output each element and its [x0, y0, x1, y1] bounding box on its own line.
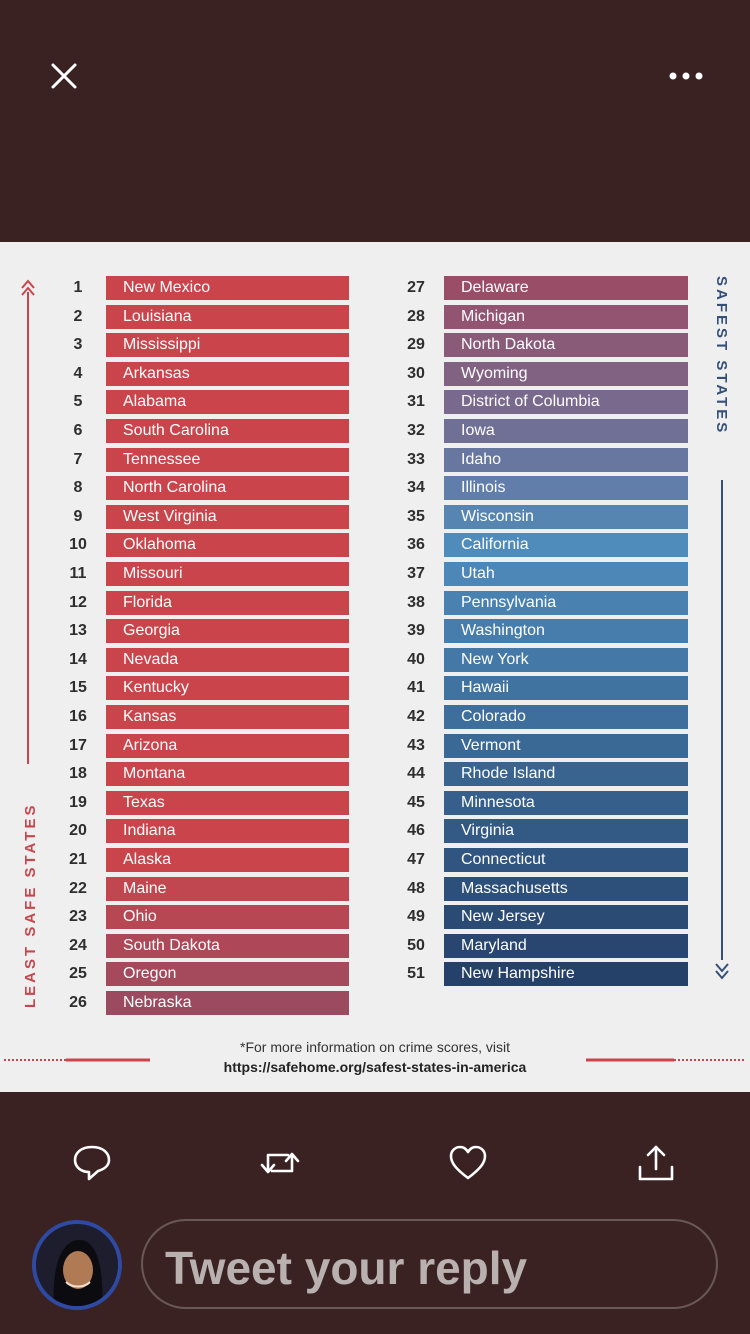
- safest-state-bar: Wisconsin: [444, 505, 688, 529]
- least-safe-state-bar: Missouri: [106, 562, 349, 586]
- retweet-icon: [252, 1135, 308, 1191]
- least-safe-state-bar: Florida: [106, 591, 349, 615]
- least-safe-rank-number: 11: [69, 565, 87, 582]
- safest-state-bar: New Hampshire: [444, 962, 688, 986]
- reply-placeholder: Tweet your reply: [165, 1242, 528, 1294]
- safest-rank-number: 45: [407, 793, 425, 811]
- safest-rank-number: 51: [407, 965, 425, 983]
- safest-state-bar: North Dakota: [444, 333, 688, 357]
- bottom-rule-right: [584, 1056, 750, 1064]
- safest-state-bar: Hawaii: [444, 676, 688, 700]
- safest-rank-number: 48: [407, 879, 425, 897]
- safest-rank-number: 46: [407, 822, 425, 840]
- least-safe-state-bar: Arizona: [106, 734, 349, 758]
- safest-state-bar: Pennsylvania: [444, 591, 688, 615]
- least-safe-state-bar: Kansas: [106, 705, 349, 729]
- safest-rank-number: 37: [407, 565, 425, 582]
- least-safe-state-bar: North Carolina: [106, 476, 349, 500]
- heart-icon: [440, 1135, 496, 1191]
- safest-state-bar: District of Columbia: [444, 390, 688, 414]
- safest-rank-number: 30: [407, 364, 425, 382]
- safest-state-bar: Vermont: [444, 734, 688, 758]
- share-button[interactable]: [628, 1135, 684, 1191]
- like-button[interactable]: [440, 1135, 496, 1191]
- least-safe-state-bar: Oklahoma: [106, 533, 349, 557]
- safest-state-bar: Connecticut: [444, 848, 688, 872]
- least-safe-rank-number: 24: [69, 936, 87, 954]
- safest-state-bar: Idaho: [444, 448, 688, 472]
- least-safe-state-bar: West Virginia: [106, 505, 349, 529]
- safest-state-bar: Rhode Island: [444, 762, 688, 786]
- least-safe-rank-number: 26: [69, 994, 87, 1011]
- tweet-actions-bar: [0, 1135, 750, 1191]
- least-safe-state-bar: New Mexico: [106, 276, 349, 300]
- least-safe-state-bar: Georgia: [106, 619, 349, 643]
- safest-state-bar: Minnesota: [444, 791, 688, 815]
- least-safe-rank-number: 1: [73, 279, 83, 296]
- close-icon: [44, 56, 84, 96]
- reply-bubble-icon: [64, 1135, 120, 1191]
- safest-state-bar: California: [444, 533, 688, 557]
- safest-rank-number: 50: [407, 936, 425, 954]
- safest-state-bar: New York: [444, 648, 688, 672]
- least-safe-state-bar: Arkansas: [106, 362, 349, 386]
- safest-rank-number: 39: [407, 622, 425, 640]
- safest-state-bar: Michigan: [444, 305, 688, 329]
- least-safe-rank-number: 16: [69, 708, 87, 725]
- safest-rank-number: 49: [407, 908, 425, 926]
- safest-state-bar: Iowa: [444, 419, 688, 443]
- least-safe-rank-number: 21: [69, 851, 87, 868]
- safest-state-bar: Maryland: [444, 934, 688, 958]
- least-safe-state-bar: Indiana: [106, 819, 349, 843]
- least-safe-state-bar: Montana: [106, 762, 349, 786]
- least-safe-state-bar: Nevada: [106, 648, 349, 672]
- least-safe-state-bar: Mississippi: [106, 333, 349, 357]
- least-safe-rank-number: 6: [73, 422, 83, 439]
- safest-rank-number: 31: [407, 393, 425, 411]
- safest-state-bar: Washington: [444, 619, 688, 643]
- least-safe-rank-number: 13: [69, 622, 87, 640]
- safest-state-bar: Colorado: [444, 705, 688, 729]
- retweet-button[interactable]: [252, 1135, 308, 1191]
- least-safe-rank-number: 5: [73, 393, 83, 411]
- least-safe-rank-number: 15: [69, 679, 87, 697]
- footnote-text: *For more information on crime scores, visit: [240, 1039, 510, 1055]
- least-safe-rank-number: 22: [69, 879, 87, 897]
- more-options-button[interactable]: [664, 56, 708, 96]
- more-dots-icon: [664, 56, 708, 96]
- least-safe-rank-number: 9: [73, 507, 83, 525]
- safest-rank-number: 27: [407, 279, 425, 296]
- least-safe-state-bar: Louisiana: [106, 305, 349, 329]
- top-bar: [0, 0, 750, 150]
- footnote-link[interactable]: https://safehome.org/safest-states-in-america: [223, 1059, 527, 1075]
- right-arrow-line: [712, 480, 732, 988]
- safest-rank-number: 41: [407, 679, 425, 697]
- least-safe-state-bar: Texas: [106, 791, 349, 815]
- least-safe-state-bar: Nebraska: [106, 991, 349, 1015]
- safest-rank-number: 47: [407, 851, 425, 868]
- least-safe-rank-number: 20: [69, 822, 87, 840]
- safest-state-bar: Illinois: [444, 476, 688, 500]
- least-safe-state-bar: South Carolina: [106, 419, 349, 443]
- least-safe-rank-number: 10: [69, 536, 87, 554]
- safest-rank-number: 34: [407, 479, 425, 497]
- safest-state-bar: Massachusetts: [444, 877, 688, 901]
- least-safe-state-bar: Alaska: [106, 848, 349, 872]
- avatar-photo-icon: [36, 1224, 118, 1306]
- bottom-rule-left: [0, 1056, 152, 1064]
- reply-button[interactable]: [64, 1135, 120, 1191]
- left-arrow-line: [18, 276, 38, 766]
- least-safe-states-label: LEAST SAFE STATES: [22, 802, 39, 1008]
- safest-rank-number: 29: [407, 336, 425, 354]
- least-safe-state-bar: Tennessee: [106, 448, 349, 472]
- least-safe-state-bar: Maine: [106, 877, 349, 901]
- safest-rank-number: 32: [407, 422, 425, 439]
- safest-rank-number: 43: [407, 736, 425, 754]
- least-safe-state-bar: Kentucky: [106, 676, 349, 700]
- close-button[interactable]: [44, 56, 84, 96]
- safest-rank-number: 33: [407, 450, 425, 468]
- share-icon: [628, 1135, 684, 1191]
- least-safe-rank-number: 4: [73, 364, 83, 382]
- least-safe-rank-number: 2: [73, 307, 83, 325]
- least-safe-rank-number: 19: [69, 793, 87, 811]
- least-safe-state-bar: Alabama: [106, 390, 349, 414]
- safest-state-bar: Virginia: [444, 819, 688, 843]
- least-safe-rank-number: 18: [69, 765, 87, 783]
- user-avatar[interactable]: [32, 1220, 122, 1310]
- least-safe-rank-number: 12: [69, 593, 87, 611]
- least-safe-rank-number: 25: [69, 965, 87, 983]
- reply-input[interactable]: [141, 1219, 718, 1309]
- safest-states-label: SAFEST STATES: [713, 276, 730, 436]
- least-safe-rank-number: 8: [73, 479, 83, 497]
- safest-rank-number: 35: [407, 507, 425, 525]
- safest-state-bar: Wyoming: [444, 362, 688, 386]
- least-safe-state-bar: Oregon: [106, 962, 349, 986]
- safest-rank-number: 44: [407, 765, 425, 783]
- least-safe-rank-number: 23: [69, 908, 87, 926]
- safest-state-bar: Utah: [444, 562, 688, 586]
- least-safe-rank-number: 17: [69, 736, 87, 754]
- least-safe-rank-number: 14: [69, 650, 87, 668]
- least-safe-state-bar: Ohio: [106, 905, 349, 929]
- safest-rank-number: 36: [407, 536, 425, 554]
- least-safe-rank-number: 7: [73, 450, 83, 468]
- safest-state-bar: New Jersey: [444, 905, 688, 929]
- safest-rank-number: 40: [407, 650, 425, 668]
- safest-rank-number: 42: [407, 708, 425, 725]
- least-safe-state-bar: South Dakota: [106, 934, 349, 958]
- least-safe-rank-number: 3: [73, 336, 83, 354]
- safest-state-bar: Delaware: [444, 276, 688, 300]
- safest-rank-number: 28: [407, 307, 425, 325]
- safest-rank-number: 38: [407, 593, 425, 611]
